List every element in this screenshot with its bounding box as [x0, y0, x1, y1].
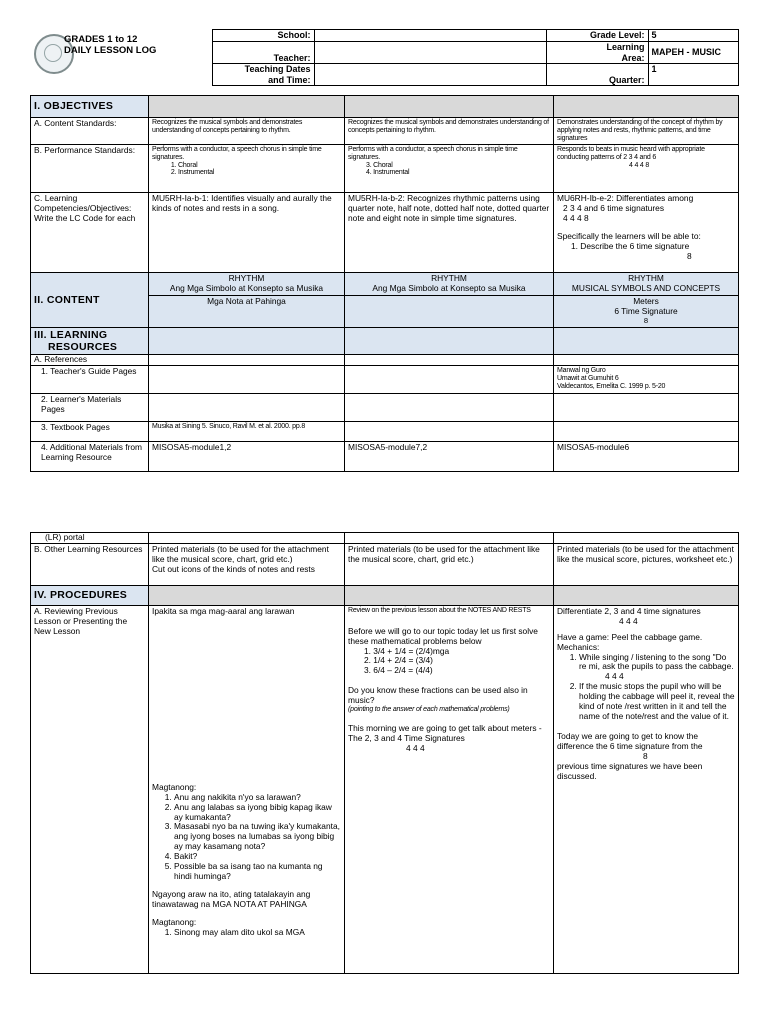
lr-portal-label: (LR) portal: [31, 533, 149, 544]
proc-2-problem-3: 3. 6/4 – 2/4 = (4/4): [364, 665, 433, 676]
lr-portal-row: [31, 533, 739, 544]
tg-ref-2: Umawit at Gumuhit 6: [557, 375, 619, 383]
objectives-blank-3: [554, 96, 739, 118]
proc-1-q3: 3. Masasabi nyo ba na tuwing ika'y kumakanta, ang iyong boses na lumabas sa iyong bibig ay may kasamang nota?: [174, 822, 341, 852]
learners-materials-day3: [554, 394, 739, 422]
reviewing-lesson-row: [31, 605, 739, 973]
lc-3-line-c: 4 4 4 8: [563, 212, 589, 223]
proc-3-diff-sub: 4 4 4: [619, 615, 638, 626]
textbook-pages-day2: [345, 422, 554, 442]
performance-standards-day3: [554, 145, 739, 193]
form-title-line1: GRADES 1 to 12: [64, 34, 138, 45]
reviewing-lesson-day2: [345, 605, 554, 973]
teaching-dates-label: [212, 64, 314, 86]
proc-1-q4: 4. Bakit?: [174, 852, 341, 862]
proc-2-morning: This morning we are going to get talk about meters - The 2, 3 and 4 Time Signatures: [348, 722, 542, 743]
lc-3-line-f: 8: [687, 250, 692, 261]
learners-materials-label: 2. Learner's Materials Pages: [31, 394, 149, 422]
perf-std-intro-2: Performs with a conductor, a speech chorus in simple time signatures.: [348, 146, 518, 161]
learning-competency-day2: MU5RH-Ia-b-2: Recognizes rhythmic patterns using quarter note, half note, dotted half note, dotted quarter note and eight note in simple time signatures.: [345, 193, 554, 273]
learners-materials-row: [31, 394, 739, 422]
references-blank-1: [149, 355, 345, 366]
school-label: School:: [212, 30, 314, 42]
perf-std-item-3: 3. Choral: [366, 161, 393, 169]
quarter-label: Quarter:: [546, 64, 648, 86]
proc-3-prev: previous time signatures we have been discussed.: [557, 760, 703, 781]
other-res-1: Printed materials (to be used for the attachment like the musical score, chart, grid etc.): [152, 543, 329, 564]
textbook-pages-row: [31, 422, 739, 442]
textbook-pages-day3: [554, 422, 739, 442]
other-resources-day3: Printed materials (to be used for the attachment like the musical score, pictures, worksheet etc.): [554, 543, 739, 585]
content-standards-row: [31, 118, 739, 145]
performance-standards-label: B. Performance Standards:: [31, 145, 149, 193]
content-day1-line1: RHYTHM: [228, 273, 265, 283]
proc-1-ask2: Magtanong:: [152, 916, 197, 927]
teacher-label: Teacher:: [212, 42, 314, 64]
references-blank-2: [345, 355, 554, 366]
proc-1-q1: 1. Anu ang nakikita n'yo sa larawan?: [174, 793, 341, 803]
content-day1-line2: Ang Mga Simbolo at Konsepto sa Musika: [169, 282, 324, 293]
content-day3-subtopic: [554, 295, 739, 327]
proc-2-sub: 4 4 4: [406, 742, 425, 753]
resources-blank-1: [149, 327, 345, 355]
perf-std-3-denominators: 4 4 4 8: [629, 161, 650, 169]
proc-3-today: Today we are going to get to know the difference the 6 time signature from the: [557, 730, 703, 751]
learning-resources-line2: RESOURCES: [48, 340, 118, 353]
quarter-value[interactable]: 1: [648, 64, 738, 86]
content-day3-sub3: 8: [643, 315, 649, 325]
content-standards-day1: Recognizes the musical symbols and demonstrates understanding of concepts pertaining to rhythm.: [149, 118, 345, 145]
content-day3-line2: MUSICAL SYMBOLS AND CONCEPTS: [571, 282, 721, 293]
proc-2-problem-2: 2. 1/4 + 2/4 = (3/4): [364, 655, 433, 666]
learning-competencies-row: [31, 193, 739, 273]
header-logo-cell: [30, 30, 212, 86]
lc-3-line-b: 2 3 4 and 6 time signatures: [563, 202, 665, 213]
grade-level-value[interactable]: 5: [648, 30, 738, 42]
reviewing-lesson-day1: [149, 605, 345, 973]
other-resources-label: B. Other Learning Resources: [31, 543, 149, 585]
perf-std-intro-1: Performs with a conductor, a speech chorus in simple time signatures.: [152, 146, 322, 161]
proc-1-ask: Magtanong:: [152, 781, 197, 792]
tg-ref-3: Valdecantos, Emelita C. 1999 p. 5-20: [557, 382, 666, 390]
tg-ref-1: Manwal ng Guro: [557, 367, 606, 375]
proc-2-know: Do you know these fractions can be used also in music?: [348, 685, 528, 706]
proc-3-today-sub: 8: [643, 750, 648, 761]
proc-2-problem-1: 1. 3/4 + 1/4 = (2/4)mga: [364, 645, 450, 656]
other-resources-day2: Printed materials (to be used for the attachment like the musical score, chart, grid etc.): [345, 543, 554, 585]
references-row: [31, 355, 739, 366]
perf-std-item-4: 4. Instrumental: [366, 169, 410, 177]
learning-area-label-line2: Area:: [621, 52, 645, 63]
perf-std-item-instrumental: 2. Instrumental: [178, 169, 341, 177]
lr-portal-blank-2: [345, 533, 554, 544]
teachers-guide-day2: [345, 366, 554, 394]
procedures-blank-1: [149, 585, 345, 605]
content-standards-day3: Demonstrates understanding of the concept of rhythm by applying notes and rests, rhythmic patterns, and time signatures: [554, 118, 739, 145]
proc-1-q5: 5. Possible ba sa isang tao na kumanta ng hindi huminga?: [174, 862, 341, 882]
references-label: A. References: [31, 355, 149, 366]
teachers-guide-day1: [149, 366, 345, 394]
content-row-a: [31, 273, 739, 296]
proc-3-m1-text: While singing / listening to the song "Do re mi, ask the pupils to pass the cabbage.: [579, 651, 734, 672]
proc-2-review: Review on the previous lesson about the NOTES AND RESTS: [348, 606, 531, 614]
objectives-blank-2: [345, 96, 554, 118]
learning-resources-row: [31, 327, 739, 355]
teachers-guide-label: 1. Teacher's Guide Pages: [31, 366, 149, 394]
additional-materials-label: 4. Additional Materials from Learning Resource: [31, 442, 149, 472]
proc-1-intro: Ipakita sa mga mag-aaral ang larawan: [152, 605, 295, 616]
school-value[interactable]: [314, 30, 546, 42]
learning-competency-day3: [554, 193, 739, 273]
proc-1-q6: 1. Sinong may alam dito ukol sa MGA: [174, 928, 341, 938]
form-title-line2: DAILY LESSON LOG: [64, 45, 157, 57]
learning-area-label-line1: Learning: [606, 42, 645, 52]
lc-3-line-d: Specifically the learners will be able to:: [557, 230, 701, 241]
objectives-blank-1: [149, 96, 345, 118]
content-day1-topic: [149, 273, 345, 296]
content-day2-topic: [345, 273, 554, 296]
additional-materials-day3: MISOSA5-module6: [554, 442, 739, 472]
header-table: [30, 29, 739, 86]
resources-blank-2: [345, 327, 554, 355]
procedures-blank-3: [554, 585, 739, 605]
learning-resources-line1: III. LEARNING: [34, 328, 108, 341]
performance-standards-row: [31, 145, 739, 193]
objectives-heading: I. OBJECTIVES: [31, 96, 149, 118]
procedures-blank-2: [345, 585, 554, 605]
additional-materials-row: [31, 442, 739, 472]
grade-level-label: Grade Level:: [546, 30, 648, 42]
teaching-dates-label-line2: and Time:: [268, 74, 311, 85]
proc-3-m1-sub: 4 4 4: [605, 671, 624, 682]
references-blank-3: [554, 355, 739, 366]
lr-portal-blank-3: [554, 533, 739, 544]
teachers-guide-row: [31, 366, 739, 394]
content-standards-label: A. Content Standards:: [31, 118, 149, 145]
performance-standards-day1: [149, 145, 345, 193]
procedures-row: [31, 585, 739, 605]
proc-2-before: Before we will go to our topic today let us first solve these mathematical problems below: [348, 625, 538, 646]
proc-3-mechanics: Mechanics:: [557, 641, 600, 652]
learning-competencies-label: [31, 193, 149, 273]
content-day2-line2: Ang Mga Simbolo at Konsepto sa Musika: [372, 282, 526, 293]
proc-1-picture-space: [152, 617, 341, 783]
learning-area-value[interactable]: MAPEH - MUSIC: [648, 42, 738, 64]
reviewing-lesson-label: A. Reviewing Previous Lesson or Presenting the New Lesson: [31, 605, 149, 973]
learners-materials-day1: [149, 394, 345, 422]
reviewing-lesson-day3: [554, 605, 739, 973]
lc-label-line2: Write the LC Code for each: [34, 212, 136, 223]
proc-3-diff: Differentiate 2, 3 and 4 time signatures: [557, 605, 701, 616]
procedures-heading: IV. PROCEDURES: [31, 585, 149, 605]
perf-std-3-text: Responds to beats in music heard with appropriate conducting patterns of 2 3 4 and 6: [557, 146, 705, 161]
content-day2-subtopic: [345, 295, 554, 327]
content-heading: II. CONTENT: [31, 273, 149, 328]
other-resources-row: [31, 543, 739, 585]
objectives-row: [31, 96, 739, 118]
content-day2-line1: RHYTHM: [431, 273, 467, 283]
additional-materials-day1: MISOSA5-module1,2: [149, 442, 345, 472]
resources-blank-3: [554, 327, 739, 355]
learning-area-label: [546, 42, 648, 64]
lr-portal-blank-1: [149, 533, 345, 544]
lc-label-line1: C. Learning Competencies/Objectives:: [34, 193, 132, 213]
textbook-pages-day1: Musika at Sining 5. Sinuco, Ravil M. et al. 2000. pp.8: [149, 422, 345, 442]
perf-std-item-choral: 1. Choral: [178, 162, 341, 170]
content-day1-subtopic: Mga Nota at Pahinga: [149, 295, 345, 327]
proc-2-note: (pointing to the answer of each mathematical problems): [348, 706, 510, 714]
other-res-1b: Cut out icons of the kinds of notes and rests: [152, 563, 315, 574]
content-day3-sub2: 6 Time Signature: [614, 305, 678, 316]
proc-3-game: Have a game: Peel the cabbage game.: [557, 631, 703, 642]
lesson-log-table-page1: [30, 95, 739, 472]
lesson-log-table-page2: [30, 532, 739, 974]
teaching-dates-value[interactable]: [314, 64, 546, 86]
lc-3-line-a: MU6RH-Ib-e-2: Differentiates among: [557, 193, 694, 203]
content-standards-day2: Recognizes the musical symbols and demonstrates understanding of concepts pertaining to rhythm.: [345, 118, 554, 145]
proc-1-today: Ngayong araw na ito, ating tatalakayin ang tinawatawag na MGA NOTA AT PAHINGA: [152, 888, 311, 909]
learning-competency-day1: MU5RH-Ia-b-1: Identifies visually and aurally the kinds of notes and rests in a song.: [149, 193, 345, 273]
teachers-guide-day3: [554, 366, 739, 394]
learning-resources-heading: [31, 327, 149, 355]
proc-3-m1: [579, 653, 735, 683]
proc-3-m2: 2. If the music stops the pupil who will be holding the cabbage will peel it, reveal the kind of note /rest written in it and tell the name of the note/rest and the value of it.: [579, 682, 735, 722]
content-day3-sub1: Meters: [633, 295, 659, 306]
lc-3-line-e: 1. Describe the 6 time signature: [571, 240, 690, 251]
teacher-value[interactable]: [314, 42, 546, 64]
additional-materials-day2: MISOSA5-module7,2: [345, 442, 554, 472]
content-day3-line1: RHYTHM: [628, 273, 664, 283]
other-resources-day1: [149, 543, 345, 585]
learners-materials-day2: [345, 394, 554, 422]
content-day3-topic: [554, 273, 739, 296]
textbook-pages-label: 3. Textbook Pages: [31, 422, 149, 442]
teaching-dates-label-line1: Teaching Dates: [244, 64, 311, 75]
performance-standards-day2: [345, 145, 554, 193]
proc-1-q2: 2. Anu ang lalabas sa iyong bibig kapag ikaw ay kumakanta?: [174, 803, 341, 823]
